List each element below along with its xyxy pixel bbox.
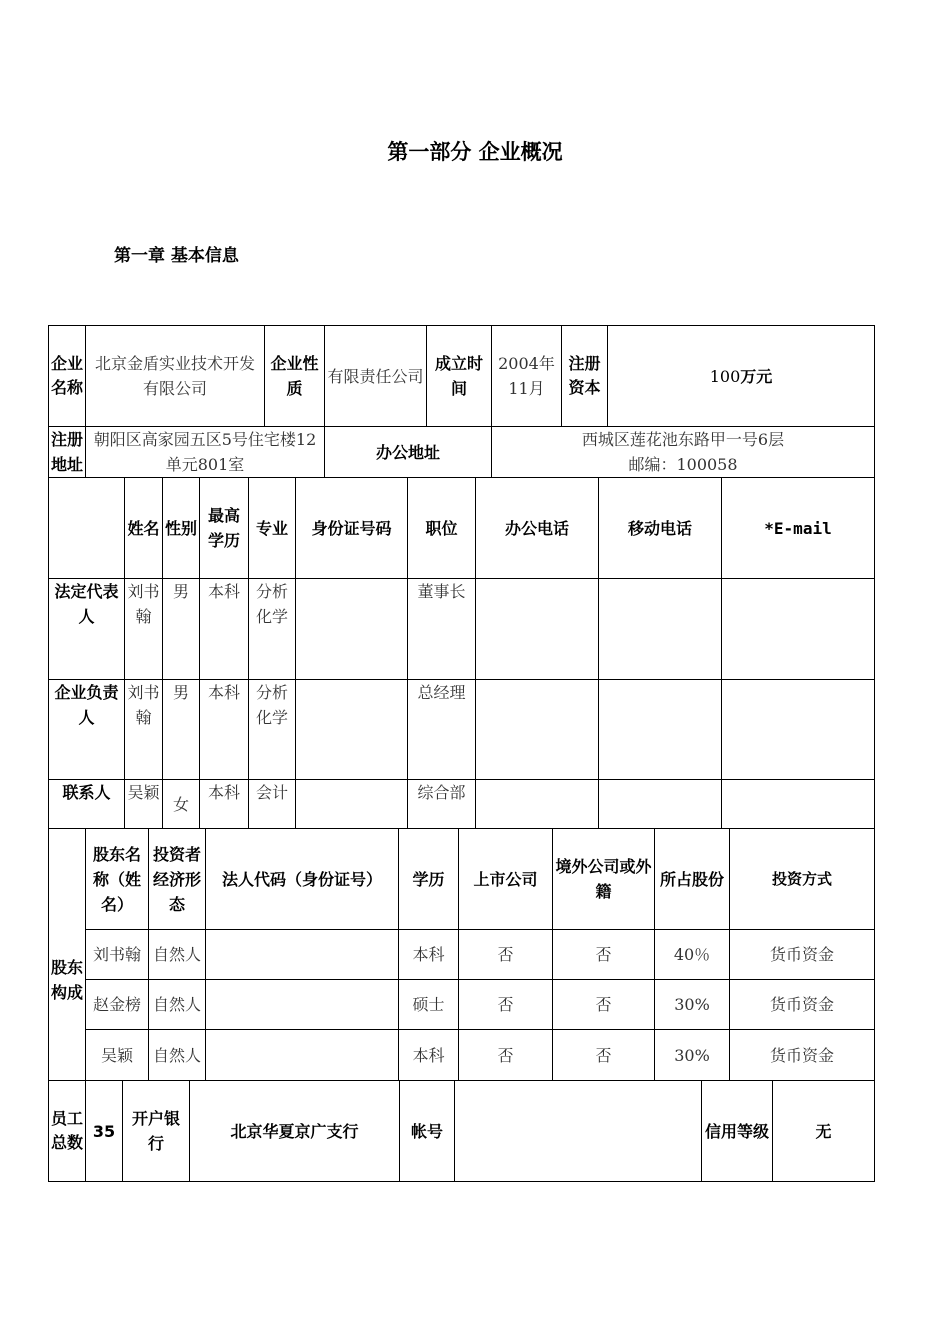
capital-label: 注册资本 <box>562 326 608 427</box>
header-mobile: 移动电话 <box>599 478 722 579</box>
postcode: 邮编：100058 <box>628 455 738 474</box>
reg-address-value: 朝阳区高家园五区5号住宅楼12单元801室 <box>86 427 325 478</box>
shareholder-education: 本科 <box>399 1030 459 1081</box>
bank-value: 北京华夏京广支行 <box>190 1081 400 1182</box>
header-major: 专业 <box>249 478 296 579</box>
shareholder-share: 30% <box>655 1030 730 1081</box>
person-email <box>722 680 875 780</box>
shareholder-method: 货币资金 <box>730 980 875 1030</box>
credit-value: 无 <box>773 1081 875 1182</box>
table-row <box>49 980 875 1030</box>
bank-info-table <box>48 1080 875 1182</box>
shareholders-section-label: 股东构成 <box>49 829 86 1081</box>
account-value <box>455 1081 702 1182</box>
table-row <box>49 780 875 829</box>
company-name-label: 企业名称 <box>49 326 86 427</box>
person-position: 总经理 <box>408 680 476 780</box>
shareholder-name: 刘书翰 <box>86 930 149 980</box>
person-education: 本科 <box>200 680 249 780</box>
person-name: 刘书翰 <box>125 680 163 780</box>
shareholder-foreign: 否 <box>553 930 655 980</box>
person-gender: 男 <box>163 579 200 680</box>
shareholder-method: 货币资金 <box>730 930 875 980</box>
table-row <box>49 680 875 780</box>
header-investor-type: 投资者经济形态 <box>149 829 206 930</box>
person-name: 吴颖 <box>125 780 163 829</box>
person-education: 本科 <box>200 780 249 829</box>
capital-number: 100 <box>709 366 741 386</box>
person-office-phone <box>476 780 599 829</box>
person-mobile <box>599 579 722 680</box>
page-title: 第一部分 企业概况 <box>387 140 563 164</box>
company-nature-label: 企业性质 <box>265 326 325 427</box>
shareholder-method: 货币资金 <box>730 1030 875 1081</box>
role-label: 法定代表人 <box>49 579 125 680</box>
shareholder-listed: 否 <box>459 980 553 1030</box>
table-row <box>49 1030 875 1081</box>
person-email <box>722 780 875 829</box>
person-email <box>722 579 875 680</box>
company-name-value: 北京金盾实业技术开发有限公司 <box>86 326 265 427</box>
shareholder-foreign: 否 <box>553 980 655 1030</box>
person-name: 刘书翰 <box>125 579 163 680</box>
shareholder-code <box>206 930 399 980</box>
basic-info-table <box>48 325 875 478</box>
person-position: 综合部 <box>408 780 476 829</box>
header-investment-method: 投资方式 <box>730 829 875 930</box>
header-email: *E-mail <box>722 478 875 579</box>
person-id <box>296 680 408 780</box>
header-foreign: 境外公司或外籍 <box>553 829 655 930</box>
person-office-phone <box>476 680 599 780</box>
shareholder-code <box>206 1030 399 1081</box>
shareholder-type: 自然人 <box>149 1030 206 1081</box>
shareholder-name: 吴颖 <box>86 1030 149 1081</box>
person-major: 分析化学 <box>249 579 296 680</box>
credit-label: 信用等级 <box>702 1081 773 1182</box>
person-mobile <box>599 680 722 780</box>
header-education: 学历 <box>399 829 459 930</box>
person-id <box>296 780 408 829</box>
person-id <box>296 579 408 680</box>
role-label: 企业负责人 <box>49 680 125 780</box>
shareholder-type: 自然人 <box>149 930 206 980</box>
bank-label: 开户银行 <box>123 1081 190 1182</box>
shareholder-foreign: 否 <box>553 1030 655 1081</box>
shareholder-type: 自然人 <box>149 980 206 1030</box>
person-education: 本科 <box>200 579 249 680</box>
shareholder-listed: 否 <box>459 930 553 980</box>
office-address-text: 西城区莲花池东路甲一号6层 <box>581 430 785 449</box>
shareholders-table <box>48 828 875 1081</box>
header-shareholder-name: 股东名称（姓名） <box>86 829 149 930</box>
person-gender: 男 <box>163 680 200 780</box>
shareholder-share: 40％ <box>655 930 730 980</box>
person-major: 会计 <box>249 780 296 829</box>
shareholder-share: 30% <box>655 980 730 1030</box>
person-gender: 女 <box>163 780 200 829</box>
capital-unit: 万元 <box>740 366 773 386</box>
company-nature-value: 有限责任公司 <box>325 326 427 427</box>
person-mobile <box>599 780 722 829</box>
header-name: 姓名 <box>125 478 163 579</box>
table-row <box>49 579 875 680</box>
shareholder-listed: 否 <box>459 1030 553 1081</box>
shareholder-name: 赵金榜 <box>86 980 149 1030</box>
office-address-label: 办公地址 <box>325 427 492 478</box>
office-address-value <box>492 427 875 478</box>
table-row <box>49 930 875 980</box>
header-education: 最高学历 <box>200 478 249 579</box>
person-office-phone <box>476 579 599 680</box>
header-office-phone: 办公电话 <box>476 478 599 579</box>
chapter-heading: 第一章 基本信息 <box>114 246 239 266</box>
personnel-corner-cell <box>49 478 125 579</box>
shareholder-code <box>206 980 399 1030</box>
role-label: 联系人 <box>49 780 125 829</box>
header-share: 所占股份 <box>655 829 730 930</box>
founded-value: 2004年11月 <box>492 326 562 427</box>
header-id-number: 身份证号码 <box>296 478 408 579</box>
employees-value: 35 <box>86 1081 123 1182</box>
account-label: 帐号 <box>400 1081 455 1182</box>
header-gender: 性别 <box>163 478 200 579</box>
employees-label: 员工总数 <box>49 1081 86 1182</box>
header-listed: 上市公司 <box>459 829 553 930</box>
person-major: 分析化学 <box>249 680 296 780</box>
person-position: 董事长 <box>408 579 476 680</box>
capital-value <box>608 326 875 427</box>
header-position: 职位 <box>408 478 476 579</box>
personnel-table <box>48 477 875 829</box>
shareholder-education: 本科 <box>399 930 459 980</box>
header-legal-code: 法人代码（身份证号） <box>206 829 399 930</box>
reg-address-label: 注册地址 <box>49 427 86 478</box>
founded-label: 成立时间 <box>427 326 492 427</box>
shareholder-education: 硕士 <box>399 980 459 1030</box>
